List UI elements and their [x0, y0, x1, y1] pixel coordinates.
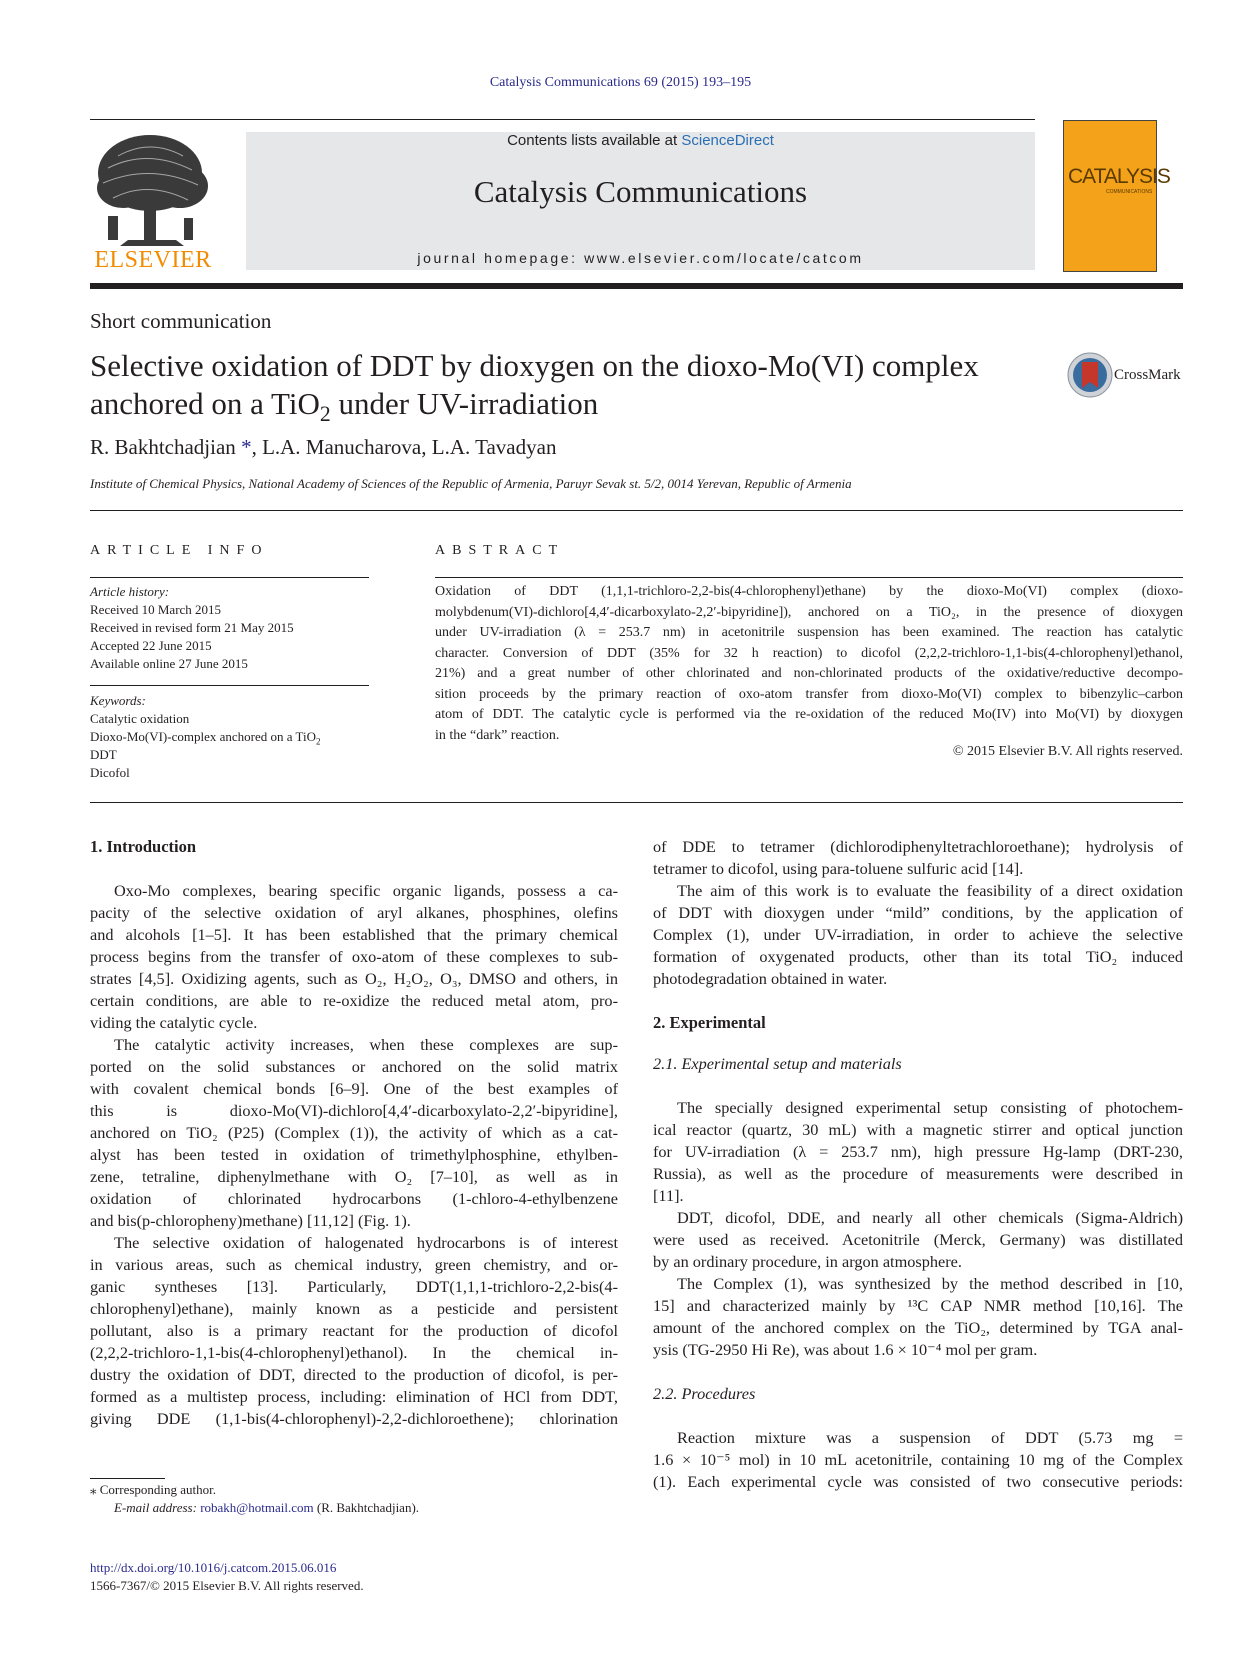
introduction-text	[90, 880, 618, 1430]
body-text-line: The selective oxidation of halogenated hydrocarbons is of interest	[114, 1233, 618, 1252]
affiliation: Institute of Chemical Physics, National Academy of Sciences of the Republic of Armenia, Paruyr Sevak st. 5/2, 0014 Yerevan, Republic of Armenia	[90, 476, 852, 491]
abstract-text	[435, 582, 1183, 746]
body-text-line: Complex (1), under UV-irradiation, in order to achieve the selective	[653, 925, 1183, 944]
abstract-rule	[435, 577, 1183, 578]
body-text-line: this is dioxo-Mo(VI)-dichloro[4,4′-dicarboxylato-2,2′-bipyridine],	[90, 1101, 618, 1120]
abstract-line: in the “dark” reaction.	[435, 727, 560, 743]
abstract-line: Oxidation of DDT (1,1,1-trichloro-2,2-bis(4-chlorophenyl)ethane) by the dioxo-Mo(VI) complex (dioxo-	[435, 584, 1183, 599]
body-text-line: strates [4,5]. Oxidizing agents, such as O₂, H₂O₂, O₃, DMSO and others, in	[90, 969, 618, 988]
body-text-line: The catalytic activity increases, when these complexes are sup-	[114, 1035, 618, 1054]
journal-homepage[interactable]: journal homepage: www.elsevier.com/locate/catcom	[417, 250, 864, 266]
journal-reference[interactable]: Catalysis Communications 69 (2015) 193–195	[489, 75, 752, 90]
body-text-line: ganic syntheses [13]. Particularly, DDT(1,1,1-trichloro-2,2-bis(4-	[90, 1277, 618, 1296]
body-text-line: by an ordinary procedure, in argon atmosphere.	[653, 1252, 962, 1271]
title-line-2	[90, 385, 1010, 427]
body-text-line: Reaction mixture was a suspension of DDT (5.73 mg =	[677, 1428, 1183, 1447]
body-text-line: were used as received. Acetonitrile (Merck, Germany) was distillated	[653, 1230, 1183, 1249]
keywords-label: Keywords:	[90, 693, 146, 708]
footnote-rule	[90, 1478, 165, 1479]
body-text-line: formation of oxygenated products, other than its total TiO₂ induced	[653, 947, 1183, 966]
body-text-line: tetramer to dicofol, using para-toluene sulfuric acid [14].	[653, 859, 1024, 878]
keyword-item: Dioxo-Mo(VI)-complex anchored on a TiO$_2$	[90, 729, 321, 747]
body-text-line: giving DDE (1,1-bis(4-chlorophenyl)-2,2-dichloroethene); chlorination	[90, 1409, 618, 1428]
email-note	[114, 1500, 419, 1516]
body-text-line: DDT, dicofol, DDE, and nearly all other chemicals (Sigma-Aldrich)	[677, 1208, 1183, 1227]
body-text-line: for UV-irradiation (λ = 253.7 nm), high pressure Hg-lamp (DRT-230,	[653, 1142, 1183, 1161]
body-text-line: The specially designed experimental setup consisting of photochem-	[677, 1098, 1183, 1117]
keywords	[90, 692, 321, 782]
section-heading-introduction: 1. Introduction	[90, 837, 197, 856]
journal-name: Catalysis Communications	[473, 174, 808, 209]
keyword-item: Catalytic oxidation	[90, 711, 190, 726]
body-text-line: with covalent chemical bonds [6–9]. One of the best examples of	[90, 1079, 618, 1098]
abstract-heading: ABSTRACT	[435, 543, 565, 558]
keyword-item: Dicofol	[90, 765, 130, 780]
body-text-line: (2,2,2-trichloro-1,1-bis(4-chlorophenyl)ethanol). In the chemical in-	[90, 1343, 618, 1362]
body-text-line: Russia), as well as the procedure of measurements were described in	[653, 1164, 1183, 1183]
abstract-copyright: © 2015 Elsevier B.V. All rights reserved.	[952, 744, 1183, 759]
abstract-line: sition proceeds by the primary reaction of oxo-atom transfer from dioxo-Mo(VI) complex to bibenzylic–carbon	[435, 686, 1183, 702]
body-text-line: (1). Each experimental cycle was consisted of two consecutive periods:	[653, 1472, 1183, 1491]
history-revised: Received in revised form 21 May 2015	[90, 620, 294, 635]
keywords-rule	[90, 685, 369, 686]
abstract-line: character. Conversion of DDT (35% for 32 h reaction) to dicofol (2,2,2-trichloro-1,1-bis(4-chlorophenyl)ethanol,	[435, 645, 1183, 661]
body-text-line: chlorophenyl)ethane), mainly known as a pesticide and persistent	[90, 1299, 618, 1318]
affiliation-rule	[90, 510, 1183, 511]
procedures-text	[653, 1427, 1183, 1493]
title-line-1: Selective oxidation of DDT by dioxygen on the dioxo-Mo(VI) complex	[90, 348, 979, 383]
crossmark-icon[interactable]	[1067, 352, 1113, 398]
title-part-a: anchored on a TiO	[90, 386, 320, 421]
abstract-line: atom of DDT. The catalytic cycle is performed via the re-oxidation of the reduced Mo(IV) into Mo(VI) by dioxygen	[435, 707, 1183, 722]
body-rule	[90, 802, 1183, 803]
history-online: Available online 27 June 2015	[90, 656, 248, 671]
section-heading-experimental: 2. Experimental	[653, 1013, 766, 1032]
body-text-line: certain conditions, are able to re-oxidize the reduced metal atom, pro-	[90, 991, 618, 1010]
contents-prefix: Contents lists available at	[507, 132, 682, 149]
setup-text	[653, 1097, 1183, 1361]
body-text-line: amount of the anchored complex on the TiO₂, determined by TGA anal-	[653, 1318, 1183, 1337]
crossmark-label[interactable]: CrossMark	[1114, 367, 1181, 383]
email-suffix: (R. Bakhtchadjian).	[313, 1500, 420, 1515]
cover-title: CATALYSIS	[1068, 165, 1170, 188]
body-text-line: 1.6 × 10⁻⁵ mol) in 10 mL acetonitrile, containing 10 mg of the Complex	[653, 1450, 1183, 1469]
header-thick-rule	[90, 283, 1183, 289]
body-text-line: of DDT with dioxygen under “mild” conditions, by the application of	[653, 903, 1183, 922]
corresponding-author-note: ⁎ Corresponding author.	[90, 1482, 217, 1497]
email-label: E-mail address:	[114, 1500, 201, 1515]
history-accepted: Accepted 22 June 2015	[90, 638, 212, 653]
title-subscript: 2	[319, 402, 331, 427]
header-top-rule	[90, 119, 1035, 120]
body-text-line: zene, tetraline, diphenylmethane with O₂ [7–10], as well as in	[90, 1167, 618, 1186]
article-type: Short communication	[90, 309, 272, 333]
body-text-line: [11].	[653, 1186, 684, 1205]
contents-availability	[246, 132, 1035, 149]
other-authors: , L.A. Manucharova, L.A. Tavadyan	[251, 435, 557, 459]
body-text-line: and bis(p-chloropheny)methane) [11,12] (Fig. 1).	[90, 1211, 411, 1230]
keyword-item: DDT	[90, 747, 117, 762]
article-info-heading: ARTICLE INFO	[90, 543, 269, 558]
body-text-line: photodegradation obtained in water.	[653, 969, 888, 988]
introduction-continued	[653, 836, 1183, 990]
body-text-line: pollutant, also is a primary reactant for the production of dicofol	[90, 1321, 618, 1340]
email-link[interactable]: robakh@hotmail.com	[200, 1500, 314, 1515]
body-text-line: The Complex (1), was synthesized by the method described in [10,	[677, 1274, 1183, 1293]
body-text-line: ysis (TG-2950 Hi Re), was about 1.6 × 10⁻⁴ mol per gram.	[653, 1340, 1038, 1359]
title-part-b: under UV-irradiation	[330, 386, 599, 421]
left-column	[90, 836, 618, 1430]
body-text-line: The aim of this work is to evaluate the feasibility of a direct oxidation	[677, 881, 1183, 900]
body-text-line: ical reactor (quartz, 30 mL) with a magnetic stirrer and optical junction	[653, 1120, 1183, 1139]
issn-copyright: 1566-7367/© 2015 Elsevier B.V. All rights reserved.	[90, 1578, 364, 1593]
abstract-line: molybdenum(VI)-dichloro[4,4′-dicarboxylato-2,2′-bipyridine]), anchored on a TiO₂, in the presence of dioxygen	[435, 604, 1183, 620]
body-text-line: anchored on TiO₂ (P25) (Complex (1)), the activity of which as a cat-	[90, 1123, 618, 1142]
body-text-line: oxidation of chlorinated hydrocarbons (1-chloro-4-ethylbenzene	[90, 1189, 618, 1208]
right-column	[653, 836, 1183, 1493]
author-list	[90, 435, 556, 460]
doi-link[interactable]: http://dx.doi.org/10.1016/j.catcom.2015.06.016	[90, 1560, 337, 1575]
body-text-line: of DDE to tetramer (dichlorodiphenyltetrachloroethane); hydrolysis of	[653, 837, 1183, 856]
body-text-line: pacity of the selective oxidation of aryl alkanes, phosphines, olefins	[90, 903, 618, 922]
abstract-line: 21%) and a great number of other chlorinated and non-chlorinated products of the oxidative/reductive decompo-	[435, 666, 1183, 681]
body-text-line: and alcohols [1–5]. It has been established that the primary chemical	[90, 925, 618, 944]
article-history	[90, 583, 294, 673]
subsection-heading-procedures: 2.2. Procedures	[653, 1384, 756, 1403]
sciencedirect-link[interactable]: ScienceDirect	[681, 132, 774, 149]
history-label: Article history:	[90, 584, 170, 599]
article-title	[90, 347, 1010, 427]
cover-subtitle: COMMUNICATIONS	[1106, 189, 1153, 195]
journal-cover-image	[1063, 120, 1170, 272]
body-text-line: process begins from the transfer of oxo-atom of these complexes to sub-	[90, 947, 618, 966]
subsection-heading-setup: 2.1. Experimental setup and materials	[653, 1054, 902, 1073]
body-text-line: formed as a multistep process, including: elimination of HCl from DDT,	[90, 1387, 618, 1406]
body-text-line: dustry the oxidation of DDT, directed to the production of dicofol, is per-	[90, 1365, 618, 1384]
body-text-line: Oxo-Mo complexes, bearing specific organic ligands, possess a ca-	[114, 881, 618, 900]
abstract-line: under UV-irradiation (λ = 253.7 nm) in acetonitrile suspension has been examined. The reaction has catalytic	[435, 625, 1183, 640]
article-info-rule	[90, 577, 369, 578]
corresponding-author-marker[interactable]: *	[241, 435, 252, 459]
body-text-line: alyst has been tested in oxidation of trimethylphosphine, ethylben-	[90, 1145, 618, 1164]
elsevier-wordmark: ELSEVIER	[94, 247, 212, 273]
body-text-line: in various areas, such as chemical industry, green chemistry, and or-	[90, 1255, 618, 1274]
history-received: Received 10 March 2015	[90, 602, 222, 617]
author-1: R. Bakhtchadjian	[90, 435, 242, 459]
body-text-line: viding the catalytic cycle.	[90, 1013, 258, 1032]
body-text-line: ported on the solid substances or anchored on the solid matrix	[90, 1057, 618, 1076]
body-text-line: 15] and characterized mainly by ¹³C CAP NMR method [10,16]. The	[653, 1296, 1183, 1315]
